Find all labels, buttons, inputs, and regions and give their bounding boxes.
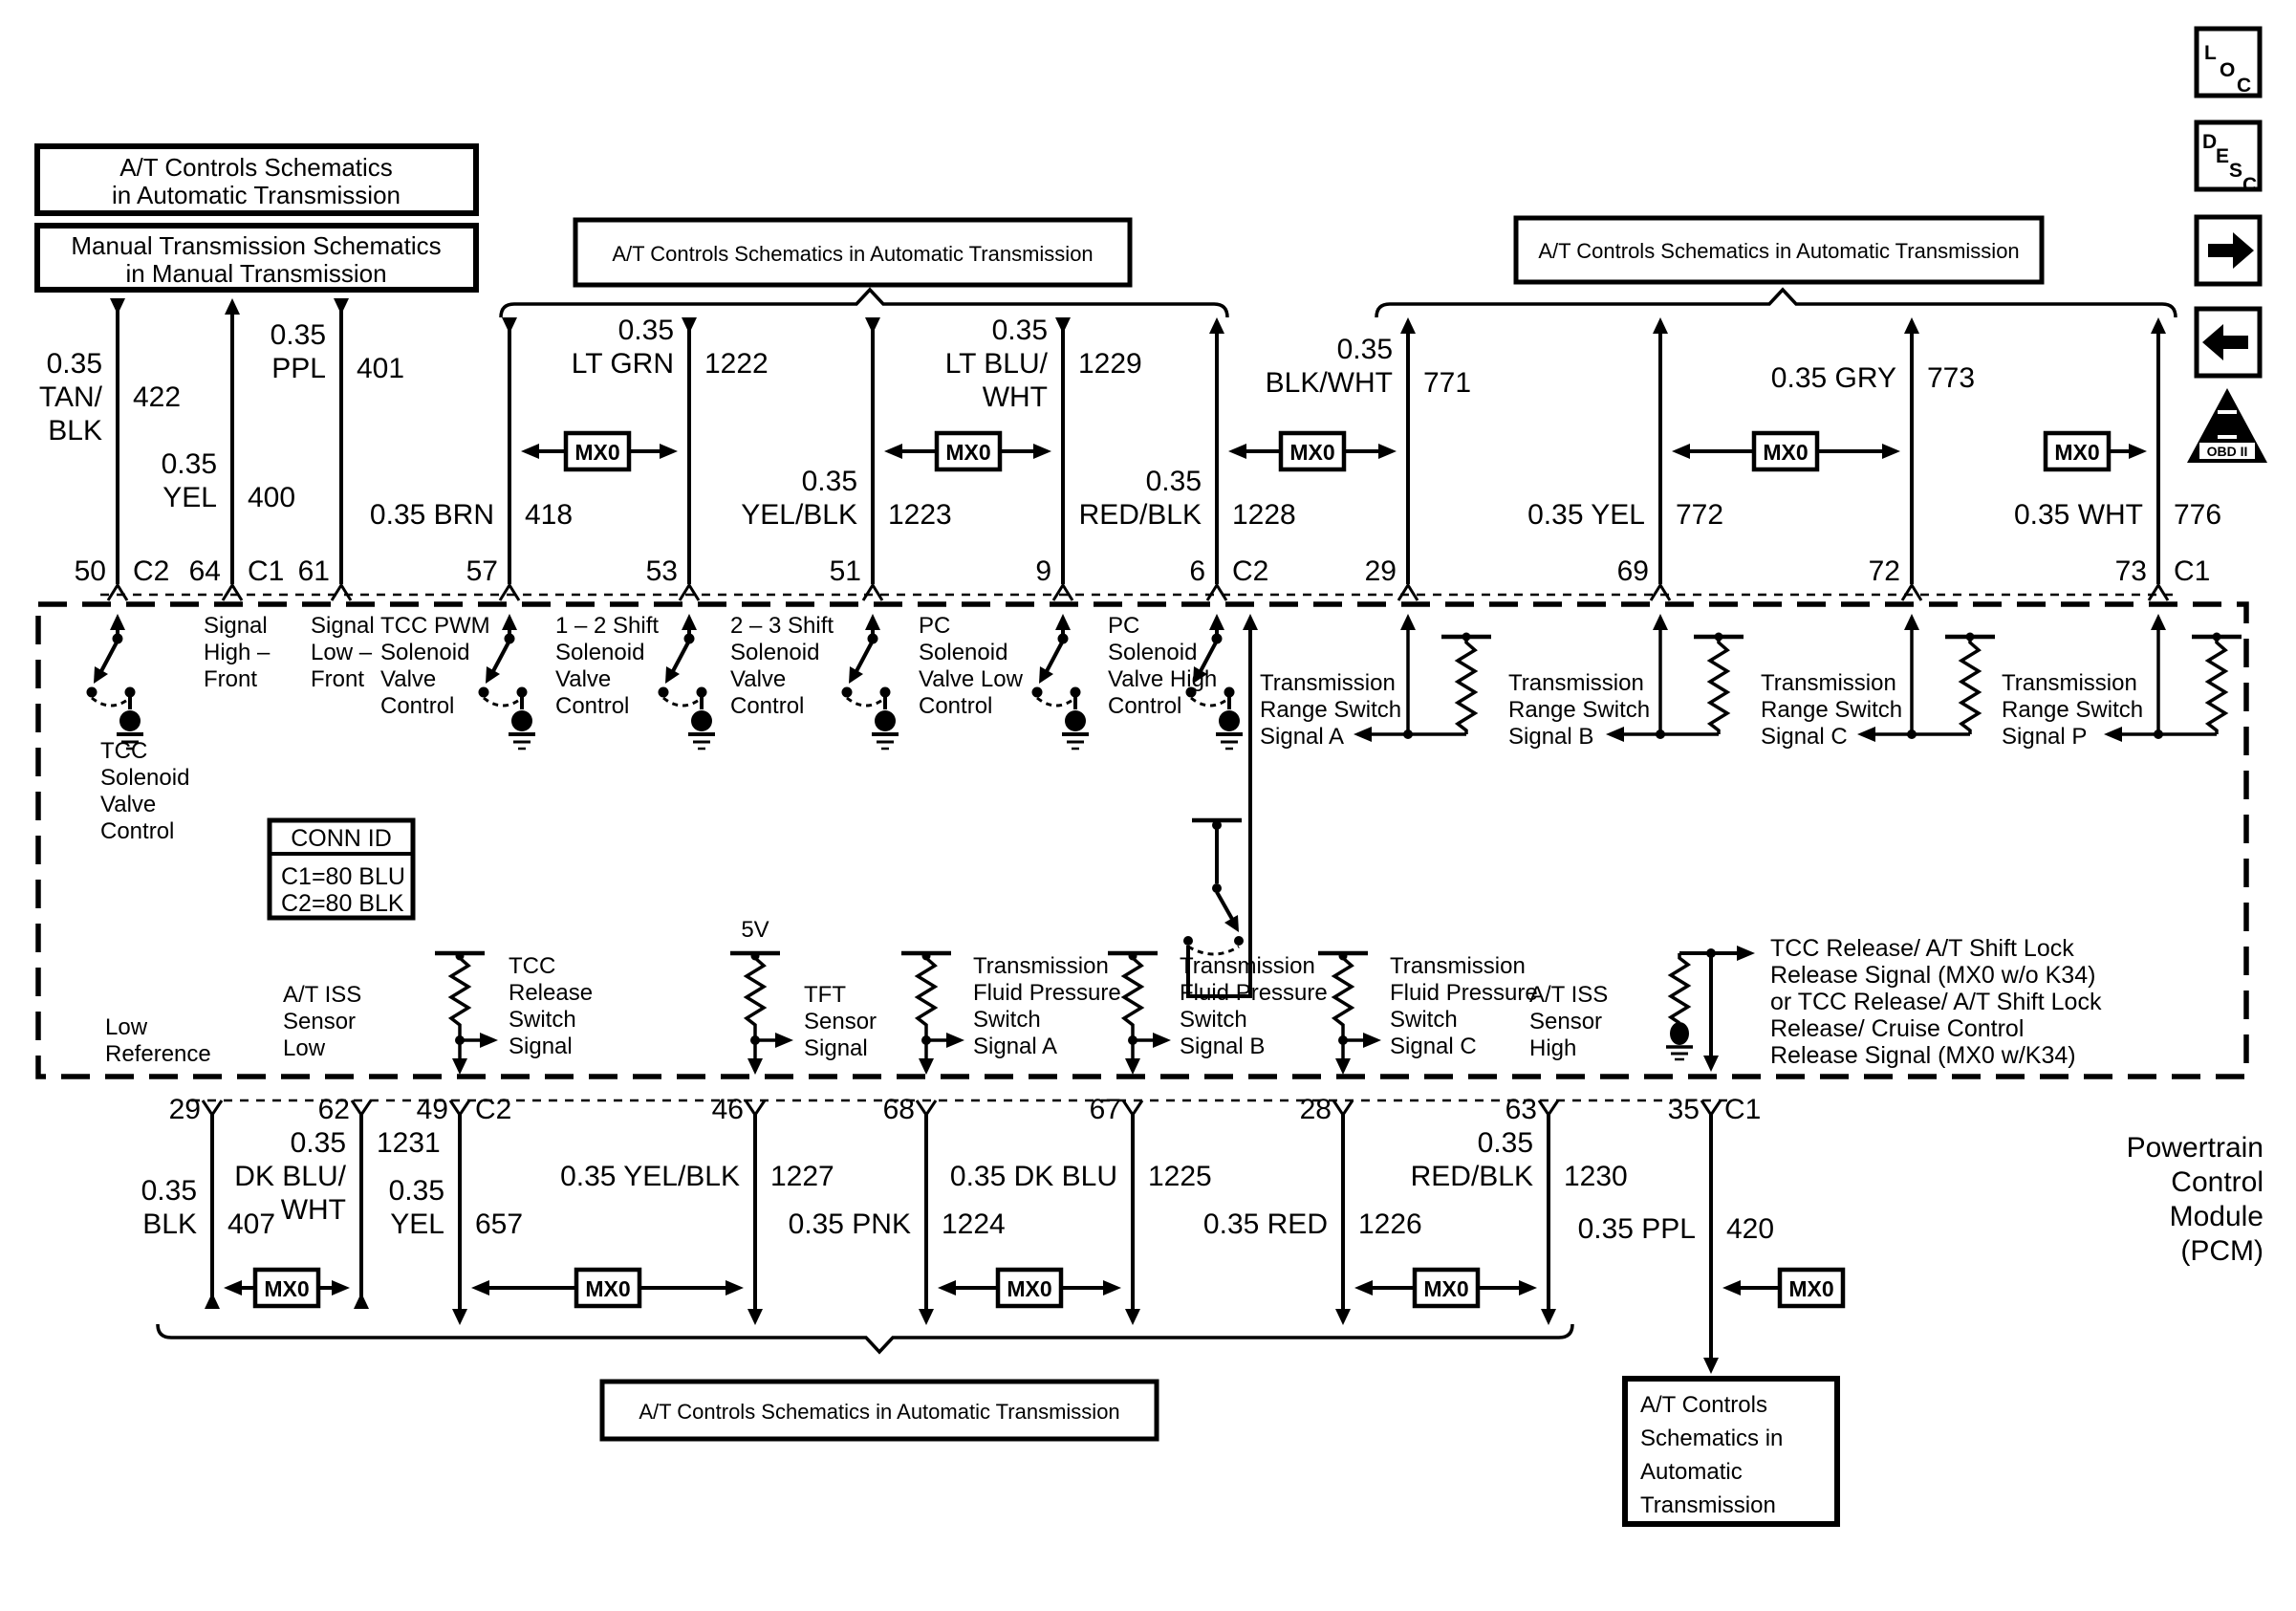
pcm-caption	[2127, 1132, 2264, 1267]
svg-text:A/T ISS: A/T ISS	[283, 982, 362, 1008]
tcc-release-note	[1770, 935, 2102, 1069]
svg-text:Solenoid: Solenoid	[919, 640, 1008, 665]
pullup-resistor-unit	[435, 952, 498, 1076]
brace-bottom	[158, 1324, 1572, 1352]
svg-text:Fluid Pressure: Fluid Pressure	[1390, 980, 1538, 1006]
wire-size-color-label: 0.35 DK BLU	[949, 1161, 1117, 1192]
splice-mx0	[224, 1270, 350, 1306]
svg-text:MX0: MX0	[1788, 1276, 1834, 1301]
title-box-bottom-right	[1625, 1379, 1837, 1524]
svg-text:S: S	[2229, 160, 2243, 182]
signal-label-fluid-pressure-c	[1390, 953, 1538, 1059]
svg-text:MX0: MX0	[945, 440, 991, 465]
circuit-number: 1227	[770, 1161, 834, 1192]
svg-text:High –: High –	[204, 640, 271, 665]
title-text: in Automatic Transmission	[111, 181, 401, 209]
title-box-top-left-primary	[37, 146, 476, 213]
conn-id-row: C1=80 BLU	[281, 863, 405, 890]
title-text: Schematics in	[1640, 1426, 1784, 1451]
obd2-icon	[2187, 388, 2267, 463]
svg-text:E: E	[2216, 145, 2230, 167]
svg-text:Solenoid: Solenoid	[555, 640, 645, 665]
wire-size-color-label: 0.35 BRN	[369, 499, 494, 531]
wire-size-label: 0.35	[1145, 466, 1202, 497]
circuit-number: 1230	[1564, 1161, 1628, 1192]
pin-number: 73	[2114, 555, 2147, 587]
wire-color-label: LT GRN	[571, 348, 674, 380]
splice-mx0	[471, 1270, 744, 1306]
svg-text:Solenoid: Solenoid	[730, 640, 820, 665]
brace-top-middle	[501, 290, 1227, 317]
svg-text:Signal B: Signal B	[1180, 1034, 1266, 1059]
svg-text:PC: PC	[1108, 613, 1140, 639]
svg-text:Control: Control	[730, 693, 805, 719]
svg-text:Release Signal (MX0 w/K34): Release Signal (MX0 w/K34)	[1770, 1042, 2076, 1069]
svg-text:MX0: MX0	[1007, 1276, 1052, 1301]
wire-color-label: RED/BLK	[1410, 1161, 1533, 1192]
circuit-number: 1228	[1232, 499, 1296, 531]
svg-text:Signal A: Signal A	[1260, 724, 1345, 750]
circuit-number: 776	[2174, 499, 2222, 531]
title-text: Manual Transmission Schematics	[71, 231, 442, 260]
svg-text:Sensor: Sensor	[1529, 1009, 1603, 1034]
circuit-number: 1222	[704, 348, 769, 380]
wire-color-label: BLK	[48, 415, 102, 446]
svg-text:Release Signal (MX0 w/o K34): Release Signal (MX0 w/o K34)	[1770, 962, 2096, 989]
title-text: A/T Controls Schematics	[119, 153, 393, 182]
signal-label-low-reference	[105, 1014, 211, 1067]
svg-text:Range Switch: Range Switch	[1761, 697, 1903, 723]
svg-text:Valve: Valve	[380, 666, 437, 692]
svg-text:MX0: MX0	[1289, 440, 1335, 465]
svg-text:Low: Low	[283, 1035, 326, 1061]
wire-size-label: 0.35	[991, 315, 1048, 346]
wire-color-label: YEL/BLK	[741, 499, 857, 531]
wire-1226	[1203, 1094, 1422, 1325]
svg-text:Transmission: Transmission	[1260, 670, 1396, 696]
svg-text:Low –: Low –	[311, 640, 373, 665]
wire-size-label: 0.35	[141, 1175, 197, 1207]
svg-text:Control: Control	[919, 693, 993, 719]
svg-text:Module: Module	[2169, 1201, 2264, 1232]
svg-text:Solenoid: Solenoid	[380, 640, 470, 665]
wire-size-color-label: 0.35 PPL	[1577, 1213, 1696, 1245]
pullup-resistor-unit	[901, 952, 964, 1076]
pin-number: 53	[645, 555, 678, 587]
pin-number: 67	[1089, 1094, 1121, 1125]
signal-label-12-shift	[555, 613, 659, 719]
svg-text:or TCC Release/ A/T Shift Lock: or TCC Release/ A/T Shift Lock	[1770, 989, 2102, 1015]
svg-text:Release: Release	[509, 980, 594, 1006]
connector-id: C1	[248, 555, 285, 587]
svg-text:TCC PWM: TCC PWM	[380, 613, 490, 639]
circuit-number: 422	[133, 381, 182, 413]
splice-mx0	[521, 433, 678, 469]
svg-text:MX0: MX0	[1763, 440, 1809, 465]
splice-mx0	[884, 433, 1051, 469]
circuit-number: 771	[1423, 367, 1472, 399]
title-text: Transmission	[1640, 1492, 1776, 1518]
wire-size-color-label: 0.35 YEL	[1527, 499, 1645, 531]
svg-text:D: D	[2202, 131, 2218, 153]
svg-text:Control: Control	[380, 693, 455, 719]
pin-number: 57	[466, 555, 498, 587]
circuit-number: 1226	[1358, 1208, 1422, 1240]
svg-text:Fluid Pressure: Fluid Pressure	[1180, 980, 1328, 1006]
signal-label-tcc-pwm	[380, 613, 490, 719]
signal-label-tft	[804, 982, 877, 1061]
circuit-number: 420	[1726, 1213, 1775, 1245]
svg-text:Transmission: Transmission	[2002, 670, 2137, 696]
svg-text:Signal: Signal	[804, 1035, 868, 1061]
pin-number: 29	[1364, 555, 1397, 587]
svg-text:MX0: MX0	[585, 1276, 631, 1301]
title-text: A/T Controls Schematics in Automatic Transmission	[612, 242, 1094, 266]
svg-text:TCC: TCC	[509, 953, 556, 979]
wire-size-label: 0.35	[801, 466, 857, 497]
pin-number: 51	[829, 555, 861, 587]
wire-color-label: YEL	[390, 1208, 444, 1240]
circuit-number: 418	[525, 499, 574, 531]
pin-number: 62	[317, 1094, 350, 1125]
next-page-arrow-icon[interactable]	[2197, 217, 2260, 284]
signal-label-fluid-pressure-a	[973, 953, 1121, 1059]
wire-size-label: 0.35	[46, 348, 102, 380]
connector-id: C1	[2174, 555, 2211, 587]
svg-text:1 – 2 Shift: 1 – 2 Shift	[555, 613, 660, 639]
svg-text:Signal C: Signal C	[1761, 724, 1848, 750]
signal-label-tcc-solenoid	[100, 738, 189, 844]
circuit-number: 657	[475, 1208, 524, 1240]
svg-text:Range Switch: Range Switch	[1260, 697, 1402, 723]
conn-id-row: C2=80 BLK	[281, 890, 404, 917]
tcc-release-grounded-resistor	[1666, 946, 1755, 1072]
svg-text:Control: Control	[1108, 693, 1182, 719]
wire-772	[1527, 317, 1723, 600]
wire-color-label: RED/BLK	[1078, 499, 1202, 531]
circuit-number: 772	[1676, 499, 1724, 531]
wire-color-label: WHT	[280, 1194, 346, 1226]
wire-color-label: WHT	[982, 381, 1048, 413]
svg-text:Release/ Cruise Control: Release/ Cruise Control	[1770, 1015, 2025, 1042]
svg-text:L: L	[2204, 42, 2217, 64]
wire-color-label: BLK/WHT	[1265, 367, 1393, 399]
title-box-top-middle	[575, 220, 1130, 285]
pullup-resistor-unit	[730, 952, 793, 1076]
wire-size-label: 0.35	[388, 1175, 444, 1207]
svg-text:Valve Low: Valve Low	[919, 666, 1023, 692]
svg-text:Solenoid: Solenoid	[1108, 640, 1198, 665]
title-text: A/T Controls Schematics in Automatic Transmission	[1538, 239, 2020, 263]
svg-text:MX0: MX0	[2054, 440, 2100, 465]
splice-mx0	[938, 1270, 1121, 1306]
svg-text:Signal C: Signal C	[1390, 1034, 1477, 1059]
wire-color-label: PPL	[271, 353, 326, 384]
wire-size-color-label: 0.35 YEL/BLK	[560, 1161, 740, 1192]
svg-text:Switch: Switch	[973, 1007, 1041, 1033]
wire-size-label: 0.35	[270, 319, 326, 351]
wire-size-color-label: 0.35 PNK	[788, 1208, 911, 1240]
svg-text:Valve: Valve	[555, 666, 612, 692]
title-text: A/T Controls Schematics in Automatic Transmission	[639, 1400, 1120, 1424]
svg-text:Transmission: Transmission	[973, 953, 1109, 979]
signal-label-signal-low-front	[311, 613, 375, 692]
pin-number: 6	[1189, 555, 1205, 587]
circuit-number: 407	[227, 1208, 276, 1240]
signal-label-range-b	[1508, 670, 1650, 750]
svg-text:Transmission: Transmission	[1390, 953, 1526, 979]
pin-number: 35	[1667, 1094, 1700, 1125]
circuit-number: 1229	[1078, 348, 1142, 380]
solenoid-driver-symbol	[659, 614, 716, 749]
wire-422	[39, 298, 181, 600]
title-box-top-left-secondary	[37, 226, 476, 290]
supply-5v-label: 5V	[741, 917, 769, 943]
wire-1224	[789, 1094, 1006, 1325]
pin-number: 28	[1299, 1094, 1332, 1125]
connector-id: C2	[1232, 555, 1269, 587]
svg-text:O: O	[2220, 59, 2236, 81]
svg-text:2 – 3 Shift: 2 – 3 Shift	[730, 613, 834, 639]
signal-label-tcc-release-switch	[509, 953, 593, 1059]
pin-number: 50	[74, 555, 106, 587]
wire-color-label: LT BLU/	[944, 348, 1048, 380]
signal-label-23-shift	[730, 613, 834, 719]
svg-text:Valve: Valve	[730, 666, 787, 692]
svg-text:C: C	[2242, 174, 2258, 196]
svg-text:Solenoid: Solenoid	[100, 765, 190, 791]
svg-text:Switch: Switch	[1390, 1007, 1458, 1033]
svg-text:Control: Control	[100, 818, 175, 844]
svg-text:Powertrain: Powertrain	[2126, 1132, 2264, 1164]
wire-size-label: 0.35	[1477, 1127, 1533, 1159]
pin-number: 46	[711, 1094, 744, 1125]
svg-text:PC: PC	[919, 613, 951, 639]
signal-label-range-a	[1260, 670, 1401, 750]
svg-text:Range Switch: Range Switch	[1508, 697, 1651, 723]
pin-number: 49	[416, 1094, 448, 1125]
circuit-number: 1225	[1148, 1161, 1212, 1192]
circuit-number: 773	[1927, 362, 1976, 394]
svg-text:(PCM): (PCM)	[2180, 1235, 2264, 1267]
svg-text:Signal B: Signal B	[1508, 724, 1594, 750]
svg-text:Control: Control	[2171, 1166, 2264, 1198]
solenoid-driver-symbol	[842, 614, 899, 749]
circuit-number: 1223	[888, 499, 952, 531]
wire-401	[271, 298, 404, 600]
svg-text:Signal A: Signal A	[973, 1034, 1058, 1059]
pin-number: 61	[297, 555, 330, 587]
svg-text:Valve: Valve	[100, 792, 157, 817]
pin-number: 68	[882, 1094, 915, 1125]
signal-label-pc-low	[919, 613, 1024, 719]
pin-number: 69	[1616, 555, 1649, 587]
svg-text:Front: Front	[311, 666, 365, 692]
wire-size-color-label: 0.35 WHT	[2013, 499, 2143, 531]
wire-size-label: 0.35	[290, 1127, 346, 1159]
svg-text:Signal: Signal	[204, 613, 268, 639]
svg-text:Transmission: Transmission	[1180, 953, 1315, 979]
title-box-bottom-middle	[602, 1382, 1157, 1439]
svg-text:TFT: TFT	[804, 982, 846, 1008]
svg-text:II: II	[2220, 415, 2234, 441]
svg-text:TCC: TCC	[100, 738, 148, 764]
signal-label-iss-high	[1529, 982, 1608, 1061]
signal-label-fluid-pressure-b	[1180, 953, 1328, 1059]
prev-page-arrow-icon[interactable]	[2197, 309, 2260, 376]
splice-mx0	[1354, 1270, 1537, 1306]
circuit-number: 1224	[942, 1208, 1006, 1240]
pin-number: 63	[1505, 1094, 1537, 1125]
wire-size-label: 0.35	[161, 448, 217, 480]
connector-id: C2	[475, 1094, 512, 1125]
splice-mx0	[1722, 1270, 1843, 1306]
signal-label-signal-high-front	[204, 613, 271, 692]
wire-420	[1578, 1094, 1775, 1374]
title-text: in Manual Transmission	[125, 259, 387, 288]
svg-text:OBD II: OBD II	[2206, 444, 2248, 459]
wire-1223	[741, 317, 952, 600]
svg-text:Front: Front	[204, 666, 258, 692]
splice-mx0	[1672, 433, 1900, 469]
svg-text:Signal P: Signal P	[2002, 724, 2088, 750]
svg-text:MX0: MX0	[1423, 1276, 1469, 1301]
connector-id: C1	[1724, 1094, 1762, 1125]
loc-icon[interactable]	[2197, 29, 2260, 97]
solenoid-driver-symbol	[87, 614, 144, 749]
splice-mx0	[1228, 433, 1397, 469]
svg-text:MX0: MX0	[264, 1276, 310, 1301]
wire-color-label: TAN/	[38, 381, 102, 413]
pullup-resistor-unit	[1108, 952, 1171, 1076]
wire-size-label: 0.35	[617, 315, 674, 346]
svg-text:Sensor: Sensor	[804, 1009, 877, 1034]
splice-mx0	[2046, 433, 2147, 469]
signal-label-range-c	[1761, 670, 1902, 750]
svg-text:High: High	[1529, 1035, 1577, 1061]
svg-text:Low: Low	[105, 1014, 148, 1040]
pin-number: 72	[1868, 555, 1900, 587]
circuit-number: 400	[248, 482, 296, 513]
solenoid-driver-symbol	[1032, 614, 1090, 749]
svg-text:Switch: Switch	[1180, 1007, 1247, 1033]
wire-color-label: YEL	[162, 482, 217, 513]
svg-text:Range Switch: Range Switch	[2002, 697, 2144, 723]
svg-text:TCC Release/ A/T Shift Lock: TCC Release/ A/T Shift Lock	[1770, 935, 2074, 962]
title-text: Automatic	[1640, 1459, 1743, 1485]
pin-number: 64	[188, 555, 221, 587]
signal-label-iss-low	[283, 982, 361, 1061]
wire-size-color-label: 0.35 GRY	[1770, 362, 1896, 394]
svg-text:Signal: Signal	[509, 1034, 573, 1059]
svg-text:Transmission: Transmission	[1508, 670, 1644, 696]
wire-size-color-label: 0.35 RED	[1202, 1208, 1328, 1240]
svg-text:C: C	[2237, 75, 2252, 97]
svg-text:Switch: Switch	[509, 1007, 576, 1033]
conn-id-table	[270, 820, 413, 918]
title-text: A/T Controls	[1640, 1392, 1767, 1418]
svg-text:MX0: MX0	[574, 440, 620, 465]
wire-color-label: DK BLU/	[234, 1161, 346, 1192]
circuit-number: 1231	[377, 1127, 441, 1159]
svg-text:Fluid Pressure: Fluid Pressure	[973, 980, 1121, 1006]
pin-number: 29	[168, 1094, 201, 1125]
title-box-top-right	[1516, 218, 2042, 282]
brace-top-right	[1376, 290, 2176, 317]
svg-text:Reference: Reference	[105, 1041, 211, 1067]
circuit-number: 401	[357, 353, 405, 384]
wire-size-label: 0.35	[1336, 334, 1393, 365]
pin-number: 9	[1035, 555, 1051, 587]
conn-id-header: CONN ID	[291, 825, 392, 852]
svg-text:Signal: Signal	[311, 613, 375, 639]
svg-text:Transmission: Transmission	[1761, 670, 1896, 696]
svg-text:A/T ISS: A/T ISS	[1529, 982, 1609, 1008]
desc-icon[interactable]	[2197, 122, 2260, 196]
svg-text:Valve High: Valve High	[1108, 666, 1218, 692]
pullup-resistor-unit	[1318, 952, 1381, 1076]
svg-text:Control: Control	[555, 693, 630, 719]
connector-id: C2	[133, 555, 170, 587]
svg-text:Sensor: Sensor	[283, 1009, 357, 1034]
wire-color-label: BLK	[142, 1208, 197, 1240]
